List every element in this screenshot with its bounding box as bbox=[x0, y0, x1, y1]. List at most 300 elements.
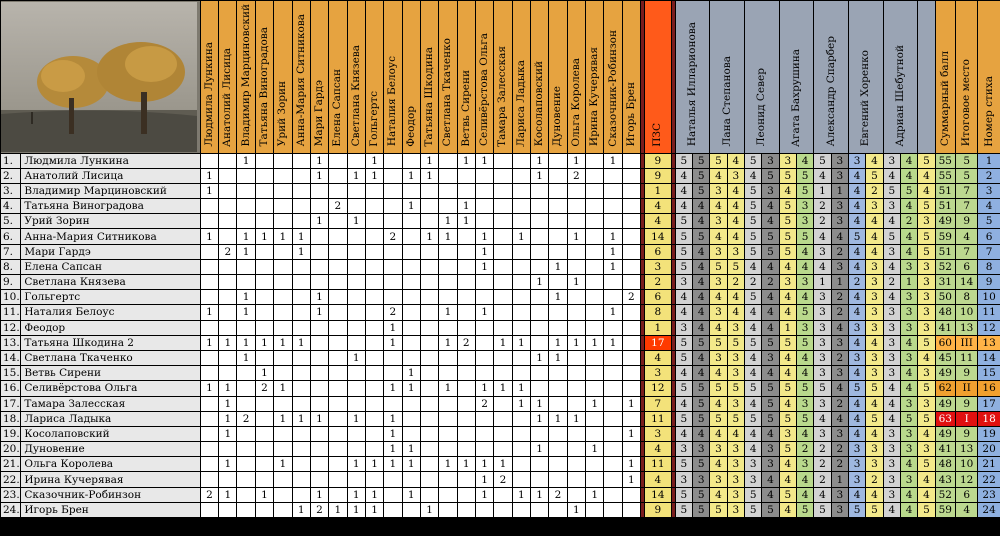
table-row bbox=[1, 320, 1000, 335]
vote-cell bbox=[420, 199, 438, 214]
vote-cell bbox=[219, 259, 237, 274]
jury-score-cell: 3 bbox=[883, 366, 900, 381]
row-number: 12. bbox=[1, 320, 21, 335]
jury-score-cell: 3 bbox=[710, 183, 727, 198]
vote-cell: 1 bbox=[292, 229, 310, 244]
table-row bbox=[1, 335, 1000, 350]
vote-cell: 1 bbox=[200, 305, 218, 320]
jury-score-cell: 5 bbox=[796, 502, 813, 517]
vote-cell: 1 bbox=[365, 168, 383, 183]
vote-cell bbox=[292, 487, 310, 502]
vote-cell bbox=[237, 396, 255, 411]
vote-cell bbox=[347, 275, 365, 290]
table-row bbox=[1, 487, 1000, 502]
vote-cell bbox=[200, 457, 218, 472]
place-cell: 12 bbox=[955, 472, 977, 487]
row-number: 4. bbox=[1, 199, 21, 214]
vote-cell bbox=[586, 259, 604, 274]
jury-header bbox=[710, 1, 745, 154]
vote-cell: 1 bbox=[365, 153, 383, 168]
row-number: 5. bbox=[1, 214, 21, 229]
vote-cell bbox=[200, 411, 218, 426]
vote-cell bbox=[219, 153, 237, 168]
author-header bbox=[494, 1, 512, 154]
jury-score-cell: 4 bbox=[745, 350, 762, 365]
author-header-label: Наталия Белоус bbox=[386, 56, 399, 147]
vote-cell: 1 bbox=[237, 335, 255, 350]
vote-cell bbox=[512, 290, 530, 305]
vote-cell bbox=[457, 426, 475, 441]
vote-cell: 1 bbox=[457, 199, 475, 214]
vote-cell bbox=[310, 229, 328, 244]
jury-score-cell: 3 bbox=[918, 290, 935, 305]
jury-score-cell: 4 bbox=[883, 214, 900, 229]
sum-cell: 62 bbox=[935, 381, 955, 396]
vote-cell: 1 bbox=[420, 502, 438, 517]
row-author-name: Наталия Белоус bbox=[21, 305, 200, 320]
jury-score-cell: 5 bbox=[693, 411, 710, 426]
jury-score-cell: 3 bbox=[866, 320, 883, 335]
jury-score-cell: 4 bbox=[710, 366, 727, 381]
jury-score-cell: 5 bbox=[762, 229, 779, 244]
author-header-label: Урий Зорин bbox=[276, 81, 289, 147]
place-cell: 11 bbox=[955, 350, 977, 365]
vote-cell bbox=[439, 472, 457, 487]
vote-cell bbox=[402, 244, 420, 259]
jury-score-cell: 4 bbox=[883, 502, 900, 517]
vote-cell: 1 bbox=[347, 502, 365, 517]
vote-cell bbox=[219, 214, 237, 229]
jury-score-cell: 4 bbox=[900, 335, 917, 350]
vote-cell bbox=[402, 290, 420, 305]
vote-cell bbox=[237, 502, 255, 517]
vote-cell bbox=[475, 183, 493, 198]
jury-score-cell: 5 bbox=[779, 411, 796, 426]
jury-score-cell: 4 bbox=[762, 214, 779, 229]
jury-score-cell: 5 bbox=[848, 381, 865, 396]
row-author-name: Гольгертс bbox=[21, 290, 200, 305]
vote-cell: 1 bbox=[475, 244, 493, 259]
jury-score-cell: 3 bbox=[900, 259, 917, 274]
pzs-cell: 4 bbox=[645, 442, 672, 457]
vote-cell bbox=[457, 487, 475, 502]
vote-cell bbox=[567, 381, 585, 396]
vote-cell bbox=[292, 366, 310, 381]
vote-cell bbox=[200, 199, 218, 214]
table-row bbox=[1, 153, 1000, 168]
jury-score-cell: 3 bbox=[727, 366, 744, 381]
vote-cell bbox=[512, 426, 530, 441]
vote-cell: 1 bbox=[567, 229, 585, 244]
jury-score-cell: 4 bbox=[796, 350, 813, 365]
vote-cell: 1 bbox=[420, 153, 438, 168]
jury-score-cell: 5 bbox=[745, 214, 762, 229]
vote-cell: 1 bbox=[549, 259, 567, 274]
vote-cell bbox=[255, 396, 273, 411]
jury-score-cell: 3 bbox=[745, 457, 762, 472]
vote-cell bbox=[567, 472, 585, 487]
vote-cell: 1 bbox=[475, 472, 493, 487]
vote-cell: 1 bbox=[347, 457, 365, 472]
jury-score-cell: 3 bbox=[900, 442, 917, 457]
vote-cell bbox=[347, 290, 365, 305]
row-number: 21. bbox=[1, 457, 21, 472]
jury-score-cell: 4 bbox=[693, 199, 710, 214]
row-author-name: Анна-Мария Ситникова bbox=[21, 229, 200, 244]
vote-cell bbox=[347, 442, 365, 457]
table-row bbox=[1, 259, 1000, 274]
table-row bbox=[1, 457, 1000, 472]
vote-cell bbox=[567, 320, 585, 335]
vote-cell bbox=[402, 305, 420, 320]
vote-cell bbox=[255, 153, 273, 168]
vote-cell bbox=[365, 229, 383, 244]
jury-header bbox=[848, 1, 883, 154]
jury-score-cell: 4 bbox=[693, 426, 710, 441]
vote-cell: 1 bbox=[530, 487, 548, 502]
jury-score-cell: 5 bbox=[693, 183, 710, 198]
vote-cell bbox=[439, 275, 457, 290]
jury-score-cell: 3 bbox=[779, 426, 796, 441]
row-author-name: Светлана Ткаченко bbox=[21, 350, 200, 365]
table-row bbox=[1, 305, 1000, 320]
vote-cell bbox=[512, 472, 530, 487]
vote-cell bbox=[530, 381, 548, 396]
jury-score-cell: 1 bbox=[779, 320, 796, 335]
vote-cell bbox=[622, 229, 640, 244]
jury-score-cell: 1 bbox=[814, 275, 831, 290]
vote-cell bbox=[475, 199, 493, 214]
vote-cell: 1 bbox=[402, 487, 420, 502]
vote-cell bbox=[512, 244, 530, 259]
vote-cell bbox=[365, 320, 383, 335]
vote-cell bbox=[365, 411, 383, 426]
pzs-cell: 8 bbox=[645, 305, 672, 320]
vote-cell bbox=[604, 183, 622, 198]
jury-score-cell: 3 bbox=[883, 305, 900, 320]
jury-score-cell: 5 bbox=[918, 229, 935, 244]
jury-score-cell: 3 bbox=[866, 199, 883, 214]
vote-cell bbox=[494, 229, 512, 244]
sum-cell: 60 bbox=[935, 335, 955, 350]
vote-cell bbox=[329, 214, 347, 229]
vote-cell bbox=[622, 350, 640, 365]
jury-score-cell: 4 bbox=[779, 305, 796, 320]
vote-cell: 1 bbox=[200, 335, 218, 350]
vote-cell bbox=[274, 214, 292, 229]
author-header-label: Селивёрстова Ольга bbox=[478, 33, 491, 147]
vote-cell bbox=[586, 290, 604, 305]
jury-score-cell: 3 bbox=[866, 350, 883, 365]
jury-score-cell: 4 bbox=[762, 487, 779, 502]
jury-score-cell: 3 bbox=[831, 487, 848, 502]
pzs-cell: 11 bbox=[645, 411, 672, 426]
vote-cell: 1 bbox=[439, 214, 457, 229]
vote-cell: 1 bbox=[237, 244, 255, 259]
vote-cell bbox=[604, 457, 622, 472]
author-header bbox=[219, 1, 237, 154]
jury-score-cell: 5 bbox=[918, 153, 935, 168]
jury-score-cell: 5 bbox=[710, 153, 727, 168]
jury-score-cell: 4 bbox=[710, 320, 727, 335]
place-cell: 7 bbox=[955, 183, 977, 198]
vote-cell: 1 bbox=[604, 229, 622, 244]
vote-cell: 1 bbox=[255, 366, 273, 381]
row-number: 18. bbox=[1, 411, 21, 426]
place-cell: 4 bbox=[955, 502, 977, 517]
jury-score-cell: 4 bbox=[675, 290, 692, 305]
jury-score-cell: 3 bbox=[866, 442, 883, 457]
vote-cell bbox=[475, 442, 493, 457]
vote-cell bbox=[586, 244, 604, 259]
vote-cell bbox=[329, 472, 347, 487]
sum-cell: 49 bbox=[935, 366, 955, 381]
vote-cell bbox=[237, 366, 255, 381]
jury-score-cell: 5 bbox=[727, 381, 744, 396]
jury-score-cell: 1 bbox=[814, 183, 831, 198]
jury-score-cell: 3 bbox=[727, 244, 744, 259]
vote-cell: 1 bbox=[530, 153, 548, 168]
vote-cell: 1 bbox=[567, 275, 585, 290]
vote-cell: 1 bbox=[274, 229, 292, 244]
vote-cell: 1 bbox=[402, 457, 420, 472]
vote-cell: 2 bbox=[567, 168, 585, 183]
row-author-name: Татьяна Шкодина 2 bbox=[21, 335, 200, 350]
jury-score-cell: 4 bbox=[796, 259, 813, 274]
vote-cell bbox=[622, 381, 640, 396]
vote-cell bbox=[310, 183, 328, 198]
vote-cell bbox=[292, 457, 310, 472]
pzs-cell: 6 bbox=[645, 244, 672, 259]
jury-score-cell: 5 bbox=[675, 214, 692, 229]
jury-score-cell: 5 bbox=[762, 411, 779, 426]
jury-score-cell: 4 bbox=[831, 381, 848, 396]
vote-cell bbox=[586, 183, 604, 198]
poem-number-cell: 1 bbox=[978, 153, 1000, 168]
vote-cell bbox=[567, 183, 585, 198]
row-number: 24. bbox=[1, 502, 21, 517]
vote-cell bbox=[329, 290, 347, 305]
jury-score-cell: 5 bbox=[745, 502, 762, 517]
jury-score-cell: 3 bbox=[831, 199, 848, 214]
row-author-name: Игорь Брен bbox=[21, 502, 200, 517]
vote-cell bbox=[384, 244, 402, 259]
vote-cell: 1 bbox=[402, 381, 420, 396]
row-number: 8. bbox=[1, 259, 21, 274]
jury-score-cell: 4 bbox=[900, 244, 917, 259]
jury-score-cell: 5 bbox=[796, 229, 813, 244]
jury-score-cell: 4 bbox=[796, 244, 813, 259]
table-row bbox=[1, 442, 1000, 457]
jury-score-cell: 5 bbox=[710, 381, 727, 396]
vote-cell bbox=[255, 502, 273, 517]
jury-score-cell: 3 bbox=[831, 259, 848, 274]
vote-cell bbox=[567, 426, 585, 441]
jury-score-cell: 2 bbox=[814, 442, 831, 457]
vote-cell: 1 bbox=[475, 381, 493, 396]
vote-cell bbox=[512, 259, 530, 274]
jury-score-cell: 3 bbox=[693, 472, 710, 487]
vote-cell: 1 bbox=[274, 381, 292, 396]
vote-cell bbox=[329, 275, 347, 290]
vote-cell bbox=[329, 396, 347, 411]
vote-cell bbox=[274, 320, 292, 335]
jury-score-cell: 5 bbox=[675, 502, 692, 517]
vote-cell bbox=[255, 305, 273, 320]
vote-cell: 1 bbox=[310, 214, 328, 229]
vote-cell bbox=[347, 259, 365, 274]
row-author-name: Мари Гардэ bbox=[21, 244, 200, 259]
vote-cell bbox=[512, 275, 530, 290]
vote-cell bbox=[329, 366, 347, 381]
poem-number-cell: 19 bbox=[978, 426, 1000, 441]
vote-cell: 1 bbox=[219, 381, 237, 396]
jury-score-cell: 4 bbox=[883, 396, 900, 411]
vote-cell bbox=[255, 275, 273, 290]
jury-score-cell: 3 bbox=[675, 275, 692, 290]
vote-cell bbox=[494, 259, 512, 274]
vote-cell bbox=[567, 442, 585, 457]
vote-cell: 2 bbox=[200, 487, 218, 502]
place-cell: 6 bbox=[955, 259, 977, 274]
vote-cell bbox=[420, 442, 438, 457]
vote-cell: 1 bbox=[622, 396, 640, 411]
author-header bbox=[402, 1, 420, 154]
jury-score-cell: 3 bbox=[796, 457, 813, 472]
jury-score-cell: 4 bbox=[675, 305, 692, 320]
vote-cell: 1 bbox=[237, 153, 255, 168]
vote-cell bbox=[292, 153, 310, 168]
vote-cell bbox=[219, 472, 237, 487]
vote-cell bbox=[292, 442, 310, 457]
jury-score-cell: 4 bbox=[814, 168, 831, 183]
jury-score-cell: 3 bbox=[745, 472, 762, 487]
poem-number-cell: 20 bbox=[978, 442, 1000, 457]
author-header-label: Сказочник-Робинзон bbox=[606, 29, 619, 147]
vote-cell bbox=[512, 442, 530, 457]
jury-score-cell: 3 bbox=[796, 320, 813, 335]
vote-cell bbox=[586, 381, 604, 396]
vote-cell bbox=[549, 320, 567, 335]
vote-cell: 1 bbox=[384, 320, 402, 335]
vote-cell bbox=[457, 183, 475, 198]
author-header bbox=[255, 1, 273, 154]
vote-cell bbox=[604, 350, 622, 365]
jury-score-cell: 3 bbox=[675, 320, 692, 335]
sum-cell: 52 bbox=[935, 259, 955, 274]
jury-score-cell: 3 bbox=[918, 366, 935, 381]
row-author-name: Ирина Кучерявая bbox=[21, 472, 200, 487]
row-number: 15. bbox=[1, 366, 21, 381]
poem-number-cell: 22 bbox=[978, 472, 1000, 487]
jury-score-cell: 2 bbox=[831, 290, 848, 305]
vote-cell bbox=[274, 275, 292, 290]
jury-score-cell: 4 bbox=[779, 472, 796, 487]
vote-cell: 2 bbox=[475, 396, 493, 411]
jury-score-cell: 3 bbox=[848, 320, 865, 335]
vote-cell bbox=[457, 366, 475, 381]
vote-cell: 1 bbox=[530, 350, 548, 365]
vote-cell bbox=[365, 275, 383, 290]
vote-cell bbox=[420, 290, 438, 305]
vote-cell bbox=[604, 396, 622, 411]
vote-cell bbox=[237, 487, 255, 502]
summary-header-label: Итоговое место bbox=[960, 59, 973, 147]
vote-cell bbox=[622, 168, 640, 183]
jury-score-cell: 3 bbox=[710, 350, 727, 365]
place-cell: III bbox=[955, 335, 977, 350]
jury-score-cell: 3 bbox=[900, 320, 917, 335]
vote-cell bbox=[549, 168, 567, 183]
jury-score-cell: 5 bbox=[900, 183, 917, 198]
jury-score-cell: 2 bbox=[745, 275, 762, 290]
place-cell: 4 bbox=[955, 229, 977, 244]
vote-cell bbox=[200, 442, 218, 457]
vote-cell: 1 bbox=[549, 350, 567, 365]
jury-score-cell: 4 bbox=[848, 335, 865, 350]
place-cell: 13 bbox=[955, 442, 977, 457]
poem-number-cell: 24 bbox=[978, 502, 1000, 517]
vote-cell bbox=[622, 199, 640, 214]
vote-cell bbox=[292, 472, 310, 487]
vote-cell: 1 bbox=[219, 426, 237, 441]
vote-cell: 1 bbox=[604, 259, 622, 274]
poem-number-cell: 15 bbox=[978, 366, 1000, 381]
jury-header-filler bbox=[918, 1, 935, 154]
vote-cell bbox=[439, 183, 457, 198]
place-cell: 5 bbox=[955, 168, 977, 183]
jury-score-cell: 4 bbox=[745, 305, 762, 320]
vote-cell bbox=[549, 244, 567, 259]
jury-score-cell: 5 bbox=[710, 502, 727, 517]
vote-cell bbox=[200, 275, 218, 290]
author-header bbox=[274, 1, 292, 154]
jury-score-cell: 4 bbox=[848, 259, 865, 274]
vote-cell: 1 bbox=[586, 335, 604, 350]
jury-score-cell: 2 bbox=[883, 275, 900, 290]
author-header bbox=[310, 1, 328, 154]
vote-cell: 1 bbox=[622, 426, 640, 441]
vote-cell bbox=[310, 275, 328, 290]
vote-cell bbox=[329, 335, 347, 350]
jury-score-cell: 2 bbox=[831, 305, 848, 320]
jury-score-cell: 5 bbox=[796, 381, 813, 396]
vote-cell: 1 bbox=[237, 229, 255, 244]
table-row bbox=[1, 244, 1000, 259]
row-author-name: Анатолий Лисица bbox=[21, 168, 200, 183]
jury-score-cell: 4 bbox=[900, 168, 917, 183]
vote-cell bbox=[347, 472, 365, 487]
author-header-label: Светлана Князева bbox=[349, 45, 362, 147]
sum-cell: 51 bbox=[935, 183, 955, 198]
vote-cell bbox=[365, 199, 383, 214]
vote-cell bbox=[530, 259, 548, 274]
jury-score-cell: 4 bbox=[848, 214, 865, 229]
jury-score-cell: 4 bbox=[762, 199, 779, 214]
vote-cell bbox=[512, 199, 530, 214]
vote-cell bbox=[420, 350, 438, 365]
jury-score-cell: 3 bbox=[848, 350, 865, 365]
vote-cell bbox=[549, 457, 567, 472]
jury-score-cell: 3 bbox=[900, 396, 917, 411]
jury-score-cell: 4 bbox=[900, 366, 917, 381]
vote-cell bbox=[329, 350, 347, 365]
vote-cell bbox=[586, 320, 604, 335]
poem-number-cell: 10 bbox=[978, 290, 1000, 305]
vote-cell: 1 bbox=[200, 183, 218, 198]
sum-cell: 48 bbox=[935, 305, 955, 320]
sum-cell: 48 bbox=[935, 457, 955, 472]
